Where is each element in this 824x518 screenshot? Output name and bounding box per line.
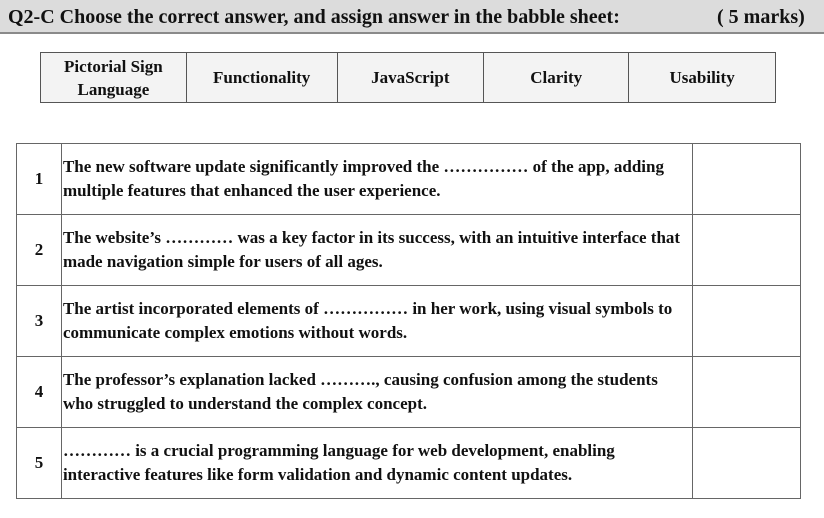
question-number: 4	[17, 357, 62, 428]
questions-table	[16, 143, 801, 499]
word-bank-option: Pictorial Sign Language	[41, 53, 187, 103]
question-row	[17, 286, 801, 357]
question-row	[17, 357, 801, 428]
question-row	[17, 144, 801, 215]
word-bank-row	[41, 53, 776, 103]
word-bank-option: Clarity	[484, 53, 629, 103]
answer-cell[interactable]	[693, 286, 801, 357]
question-number: 1	[17, 144, 62, 215]
answer-cell[interactable]	[693, 357, 801, 428]
answer-cell[interactable]	[693, 428, 801, 499]
marks-label: ( 5 marks)	[717, 6, 805, 28]
question-text: The new software update significantly improved the …………… of the app, adding multiple features that enhanced the user experience.	[61, 144, 692, 215]
question-header	[0, 0, 824, 34]
answer-cell[interactable]	[693, 144, 801, 215]
question-number: 2	[17, 215, 62, 286]
question-text: The professor’s explanation lacked ………., causing confusion among the students who struggled to understand the complex concept.	[61, 357, 692, 428]
question-text: ………… is a crucial programming language for web development, enabling interactive features like form validation and dynamic content updates.	[61, 428, 692, 499]
word-bank-option: Usability	[629, 53, 776, 103]
answer-cell[interactable]	[693, 215, 801, 286]
question-row	[17, 428, 801, 499]
word-bank-table	[40, 52, 776, 103]
question-number: 3	[17, 286, 62, 357]
question-text: The artist incorporated elements of …………… in her work, using visual symbols to communicate complex emotions without words.	[61, 286, 692, 357]
word-bank-option: Functionality	[186, 53, 337, 103]
question-row	[17, 215, 801, 286]
question-title: Q2-C Choose the correct answer, and assign answer in the babble sheet:	[8, 6, 620, 28]
word-bank-option: JavaScript	[337, 53, 484, 103]
question-number: 5	[17, 428, 62, 499]
question-text: The website’s ………… was a key factor in its success, with an intuitive interface that made navigation simple for users of all ages.	[61, 215, 692, 286]
